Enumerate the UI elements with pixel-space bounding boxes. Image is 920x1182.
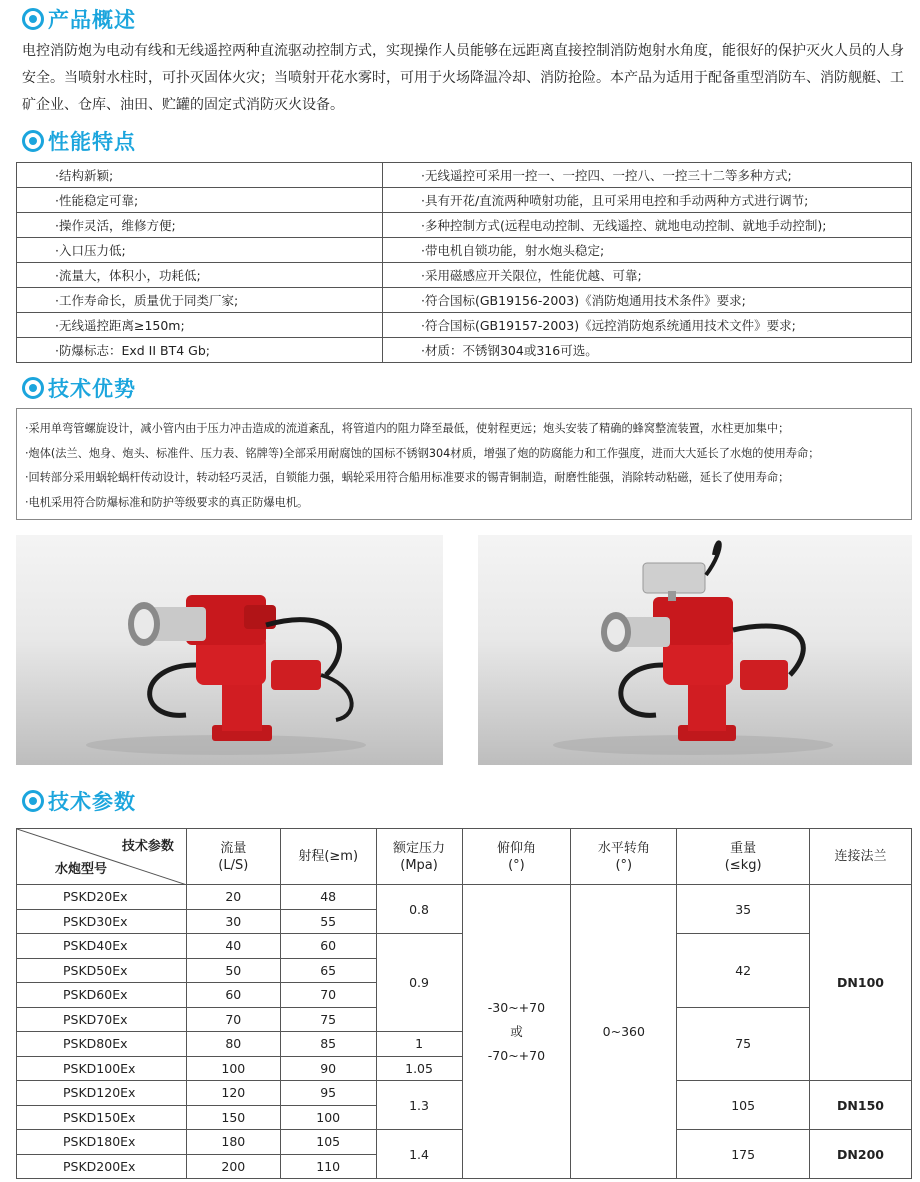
circle-bullet-icon bbox=[22, 377, 44, 399]
circle-bullet-icon bbox=[22, 8, 44, 30]
pressure-cell: 1.4 bbox=[376, 1130, 462, 1179]
feature-cell: ·采用磁感应开关限位，性能优越、可靠; bbox=[383, 263, 912, 288]
model-cell: PSKD80Ex bbox=[17, 1032, 187, 1057]
section-title-overview: 产品概述 bbox=[22, 4, 136, 34]
table-row bbox=[17, 213, 912, 238]
flow-cell: 30 bbox=[186, 909, 280, 934]
section-title-params: 技术参数 bbox=[22, 786, 136, 816]
col-header-range bbox=[280, 829, 376, 885]
model-cell: PSKD200Ex bbox=[17, 1154, 187, 1179]
table-row bbox=[17, 163, 912, 188]
section-title-advantages: 技术优势 bbox=[22, 373, 136, 403]
product-photo-left bbox=[16, 535, 443, 765]
range-cell: 85 bbox=[280, 1032, 376, 1057]
circle-bullet-icon bbox=[22, 790, 44, 812]
flow-cell: 20 bbox=[186, 885, 280, 910]
flange-cell: DN200 bbox=[810, 1130, 912, 1179]
product-photo-right bbox=[478, 535, 912, 765]
model-cell: PSKD100Ex bbox=[17, 1056, 187, 1081]
corner-header: 技术参数 水炮型号 bbox=[17, 829, 187, 885]
feature-cell: ·材质：不锈钢304或316可选。 bbox=[383, 338, 912, 363]
pitch-line: -30~+70 bbox=[487, 999, 546, 1015]
advantage-line: ·采用单弯管螺旋设计，减小管内由于压力冲击造成的流道紊乱，将管道内的阻力降至最低，使射程更远；炮头安装了精确的蜂窝整流装置，水柱更加集中； bbox=[25, 422, 790, 435]
feature-cell: ·无线遥控距离≥150m; bbox=[17, 313, 383, 338]
flow-cell: 120 bbox=[186, 1081, 280, 1106]
range-cell: 110 bbox=[280, 1154, 376, 1179]
feature-cell: ·带电机自锁功能，射水炮头稳定; bbox=[383, 238, 912, 263]
flange-cell: DN100 bbox=[810, 885, 912, 1081]
weight-cell: 175 bbox=[677, 1130, 810, 1179]
flow-cell: 50 bbox=[186, 958, 280, 983]
range-cell: 60 bbox=[280, 934, 376, 959]
table-row bbox=[17, 338, 912, 363]
weight-cell: 105 bbox=[677, 1081, 810, 1130]
weight-cell: 75 bbox=[677, 1007, 810, 1081]
range-cell: 95 bbox=[280, 1081, 376, 1106]
red-fire-monitor-with-camera-icon bbox=[478, 535, 912, 765]
range-cell: 48 bbox=[280, 885, 376, 910]
flow-cell: 200 bbox=[186, 1154, 280, 1179]
pitch-line: -70~+70 bbox=[487, 1047, 546, 1063]
table-row bbox=[17, 188, 912, 213]
flow-cell: 70 bbox=[186, 1007, 280, 1032]
flow-cell: 40 bbox=[186, 934, 280, 959]
header-label: 水平转角 (°) bbox=[597, 840, 650, 873]
col-header-flange bbox=[810, 829, 912, 885]
flow-cell: 80 bbox=[186, 1032, 280, 1057]
flow-cell: 180 bbox=[186, 1130, 280, 1155]
feature-cell: ·具有开花/直流两种喷射功能，且可采用电控和手动两种方式进行调节; bbox=[383, 188, 912, 213]
col-header-pressure bbox=[376, 829, 462, 885]
circle-bullet-icon bbox=[22, 130, 44, 152]
feature-cell: ·性能稳定可靠; bbox=[17, 188, 383, 213]
header-label: 额定压力 (Mpa) bbox=[393, 840, 446, 873]
pressure-cell: 1 bbox=[376, 1032, 462, 1057]
flow-cell: 150 bbox=[186, 1105, 280, 1130]
section-title-features: 性能特点 bbox=[22, 126, 136, 156]
range-cell: 65 bbox=[280, 958, 376, 983]
range-cell: 55 bbox=[280, 909, 376, 934]
feature-cell: ·无线遥控可采用一控一、一控四、一控八、一控三十二等多种方式; bbox=[383, 163, 912, 188]
range-cell: 70 bbox=[280, 983, 376, 1008]
flow-cell: 60 bbox=[186, 983, 280, 1008]
model-cell: PSKD20Ex bbox=[17, 885, 187, 910]
model-cell: PSKD180Ex bbox=[17, 1130, 187, 1155]
table-header-row bbox=[17, 829, 912, 885]
range-cell: 90 bbox=[280, 1056, 376, 1081]
table-row bbox=[17, 885, 912, 910]
feature-cell: ·操作灵活，维修方便; bbox=[17, 213, 383, 238]
feature-cell: ·符合国标(GB19156-2003)《消防炮通用技术条件》要求; bbox=[383, 288, 912, 313]
overview-paragraph: 电控消防炮为电动有线和无线遥控两种直流驱动控制方式，实现操作人员能够在远距离直接控制消防炮射水角度，能很好的保护灭火人员的人身安全。当喷射水柱时，可扑灭固体火灾；当喷射开花水雾时，可用于火场降温冷却、消防抢险。本产品为适用于配备重型消防车、消防舰艇、工矿企业、仓库、油田、贮罐的固定式消防灭火设备。 bbox=[22, 43, 904, 113]
feature-cell: ·入口压力低; bbox=[17, 238, 383, 263]
table-row bbox=[17, 263, 912, 288]
red-fire-monitor-icon bbox=[16, 535, 443, 765]
header-label: 射程(≥m) bbox=[298, 849, 359, 864]
pressure-cell: 1.05 bbox=[376, 1056, 462, 1081]
model-cell: PSKD50Ex bbox=[17, 958, 187, 983]
col-header-weight bbox=[677, 829, 810, 885]
model-cell: PSKD70Ex bbox=[17, 1007, 187, 1032]
features-table bbox=[16, 162, 912, 363]
horizontal-cell: 0~360 bbox=[571, 885, 677, 1179]
advantages-box bbox=[16, 408, 912, 520]
model-cell: PSKD30Ex bbox=[17, 909, 187, 934]
feature-cell: ·防爆标志：Exd II BT4 Gb; bbox=[17, 338, 383, 363]
pitch-line: 或 bbox=[510, 1023, 523, 1039]
pressure-cell: 0.8 bbox=[376, 885, 462, 934]
table-row bbox=[17, 313, 912, 338]
weight-cell: 35 bbox=[677, 885, 810, 934]
range-cell: 105 bbox=[280, 1130, 376, 1155]
flow-cell: 100 bbox=[186, 1056, 280, 1081]
col-header-horizontal bbox=[571, 829, 677, 885]
col-header-flow bbox=[186, 829, 280, 885]
model-cell: PSKD120Ex bbox=[17, 1081, 187, 1106]
model-cell: PSKD150Ex bbox=[17, 1105, 187, 1130]
weight-cell: 42 bbox=[677, 934, 810, 1008]
flange-cell: DN150 bbox=[810, 1081, 912, 1130]
params-table bbox=[16, 828, 912, 1179]
pitch-cell bbox=[462, 885, 571, 1179]
header-label: 俯仰角 (°) bbox=[496, 840, 536, 873]
advantage-line: ·回转部分采用蜗轮蜗杆传动设计，转动轻巧灵活，自锁能力强，蜗轮采用符合船用标准要求的锡青铜制造，耐磨性能强，消除转动粘磁，延长了使用寿命； bbox=[25, 471, 790, 484]
header-label: 流量 (L/S) bbox=[218, 840, 249, 873]
advantage-line: ·炮体(法兰、炮身、炮头、标准件、压力表、铭牌等)全部采用耐腐蚀的国标不锈钢304材质，增强了炮的防腐能力和工作强度，进而大大延长了水炮的使用寿命； bbox=[25, 446, 820, 460]
range-cell: 75 bbox=[280, 1007, 376, 1032]
feature-cell: ·流量大，体积小，功耗低; bbox=[17, 263, 383, 288]
range-cell: 100 bbox=[280, 1105, 376, 1130]
model-cell: PSKD60Ex bbox=[17, 983, 187, 1008]
header-label: 重量 (≤kg) bbox=[724, 840, 762, 873]
feature-cell: ·工作寿命长，质量优于同类厂家; bbox=[17, 288, 383, 313]
feature-cell: ·结构新颖; bbox=[17, 163, 383, 188]
advantage-line: ·电机采用符合防爆标准和防护等级要求的真正防爆电机。 bbox=[25, 495, 309, 509]
col-header-pitch bbox=[462, 829, 571, 885]
pressure-cell: 0.9 bbox=[376, 934, 462, 1032]
table-row bbox=[17, 238, 912, 263]
table-row bbox=[17, 288, 912, 313]
header-label: 连接法兰 bbox=[834, 849, 887, 864]
feature-cell: ·符合国标(GB19157-2003)《远控消防炮系统通用技术文件》要求; bbox=[383, 313, 912, 338]
feature-cell: ·多种控制方式(远程电动控制、无线遥控、就地电动控制、就地手动控制); bbox=[383, 213, 912, 238]
pressure-cell: 1.3 bbox=[376, 1081, 462, 1130]
model-cell: PSKD40Ex bbox=[17, 934, 187, 959]
